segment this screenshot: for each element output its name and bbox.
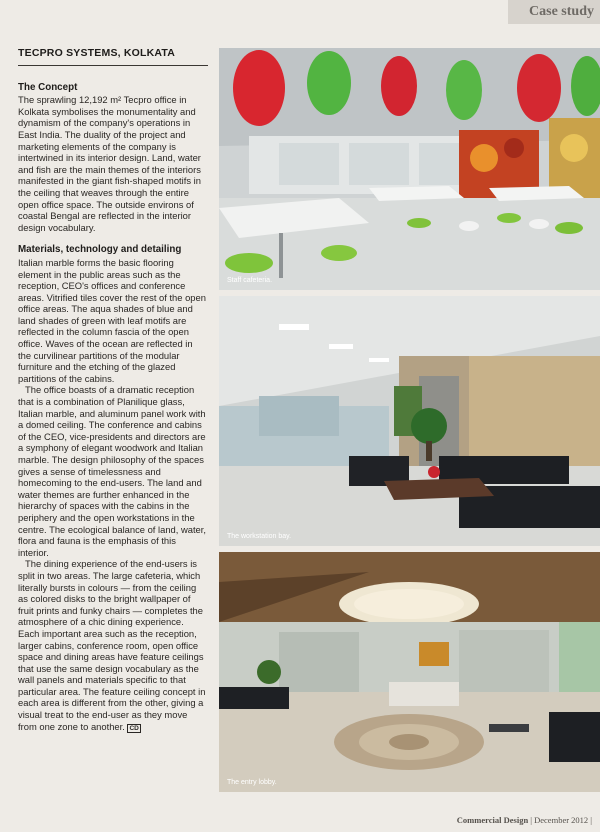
- workstation-image: [219, 296, 600, 546]
- photo-caption-cafeteria: Staff cafeteria.: [227, 277, 273, 284]
- materials-paragraph-4-text: Each important area such as the reception, larger cabins, conference room, open office space and dining areas have feature ceilings that use the same design vocabulary as the wall panels and materials specific to that particular area. The feature ceiling concept in each area is different from the other, giving a visual treat to the end-user as they move from one zone to another.: [18, 627, 206, 732]
- section-tag: Case study: [508, 0, 600, 24]
- photo-lobby: [219, 552, 600, 792]
- footer-publication: Commercial Design: [456, 815, 529, 825]
- materials-paragraph-4: [18, 628, 208, 734]
- materials-paragraph-2: The office boasts of a dramatic reception that is a combination of Planilique glass, Italian marble, and aluminum panel work with a domed ceiling. The conference and cabins of the CEO, vice-presidents and directors are a symphony of elegant woodwork and Italian marble. The design philosophy of the spaces gives a sense of timelessness and homecoming to the end-users. The land and water themes are further enhanced in the hierarchy of spaces with the cabins in the periphery and the open workstations in the centre. The ecological balance of land, water, flora and fauna is the emphasis of this interior.: [18, 384, 206, 558]
- footer-issue: December 2012: [534, 815, 589, 825]
- photo-workstation: [219, 296, 600, 546]
- article-body: [18, 48, 208, 734]
- footer-separator: |: [530, 815, 532, 825]
- photo-caption-workstation: The workstation bay.: [227, 533, 292, 540]
- materials-paragraph-3: The dining experience of the end-users is split in two areas. The large cafeteria, which literally bursts in colours — from the ceiling as colored disks to the bright wallpaper of fruit prints and funky chairs — completes the atmosphere of a chic dining experience.: [18, 558, 203, 628]
- concept-paragraph: The sprawling 12,192 m² Tecpro office in Kolkata symbolises the monumentality and dynamism of the company's operations in East India. The duality of the project and marketing elements of the company is intertwined in its interior design. Land, water and fish are the main themes of the interiors manifested in the giant fish-shaped motifs in the ceiling that weaves through the entire open office space. The outside environs of coastal Bengal are reflected in the interior design vocabulary.: [18, 94, 201, 233]
- cafeteria-image: [219, 48, 600, 290]
- page-footer: [457, 815, 592, 825]
- footer-page-separator: |: [590, 815, 592, 825]
- photo-cafeteria: [219, 48, 600, 290]
- materials-heading: Materials, technology and detailing: [18, 244, 182, 256]
- photo-caption-lobby: The entry lobby.: [227, 779, 277, 786]
- concept-heading: The Concept: [18, 81, 78, 93]
- lobby-image: [219, 552, 600, 792]
- project-title: TECPRO SYSTEMS, KOLKATA: [18, 48, 208, 66]
- materials-paragraph-1: Italian marble forms the basic flooring element in the public areas such as the reception, CEO's offices and conference areas. Vitrified tiles cover the rest of the open office areas. The aqua shades of blue and land shades of green with leaf motifs are reflected in the column fascia of the open office. Waves of the ocean are reflected in the curvilinear partitions of the modular furniture and the etching of the glazed partitions of the cabins.: [18, 256, 206, 384]
- end-mark: CD: [129, 724, 139, 732]
